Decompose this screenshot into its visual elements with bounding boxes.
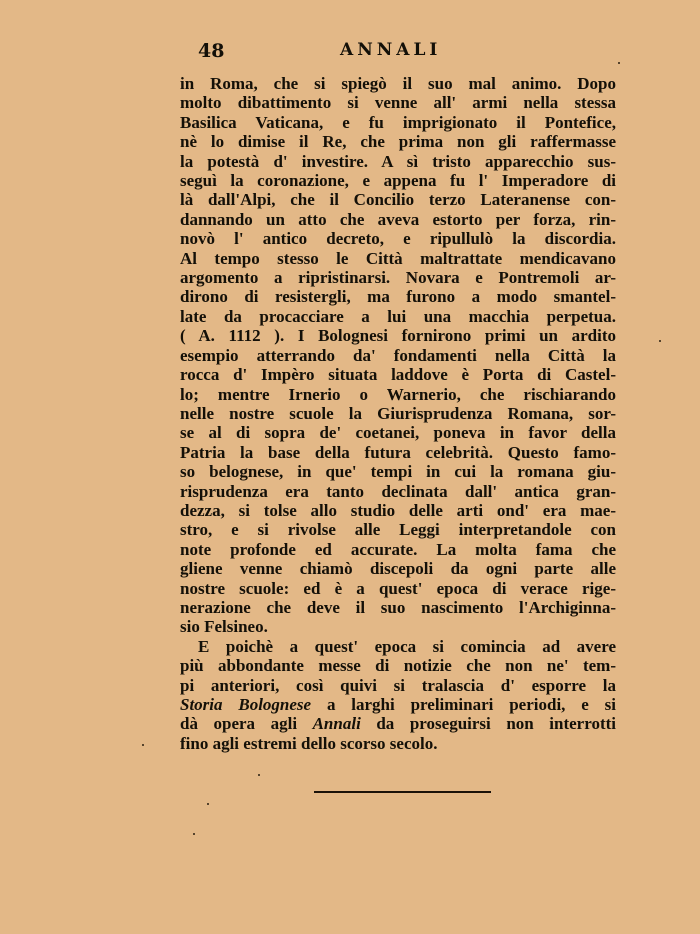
running-title: ANNALI	[340, 40, 442, 60]
text-line: dannando un atto che aveva estorto per forza, rin-	[180, 209, 616, 229]
ink-speck	[258, 774, 260, 776]
text-fragment: dà opera agli	[180, 714, 313, 734]
book-title-storia-bolognese: Storia Bolognese	[180, 695, 312, 714]
text-line: stro, e si rivolse alle Leggi interpretandole con	[180, 520, 616, 540]
ink-speck	[207, 803, 209, 805]
text-line: Al tempo stesso le Città maltrattate mendicavano	[180, 248, 616, 268]
text-line: rocca d' Impèro situata laddove è Porta di Castel-	[180, 365, 616, 385]
text-line: Patria la base della futura celebrità. Questo famo-	[180, 442, 616, 462]
text-line: gliene venne chiamò discepoli da ogni parte alle	[180, 559, 616, 579]
text-line: E poichè a quest' epoca si comincia ad avere	[198, 636, 616, 656]
text-line: nelle nostre scuole la Giurisprudenza Romana, sor-	[180, 403, 616, 423]
text-line	[180, 695, 616, 714]
text-line: esempio atterrando da' fondamenti nella Città la	[180, 345, 616, 365]
text-line: se al di sopra de' coetanei, poneva in favor della	[180, 423, 616, 443]
text-line: lo; mentre Irnerio o Warnerio, che rischiarando	[180, 384, 616, 404]
text-line: molto dibattimento si venne all' armi nella stessa	[180, 93, 616, 113]
text-line: novò l' antico decreto, e ripullulò la discordia.	[180, 229, 616, 249]
text-line: fino agli estremi dello scorso secolo.	[180, 733, 438, 753]
text-line: pi anteriori, così quivi si tralascia d' esporre la	[180, 675, 616, 695]
page-number: 48	[198, 40, 225, 62]
text-line: Basilica Vaticana, e fu imprigionato il Pontefice,	[180, 112, 616, 132]
text-line: nerazione che deve il suo nascimento l'Archiginna-	[180, 597, 616, 617]
text-line: dezza, si tolse allo studio delle arti ond' era mae-	[180, 500, 616, 520]
text-line: so belognese, in que' tempi in cui la romana giu-	[180, 462, 616, 482]
text-fragment: a larghi preliminari periodi, e si	[311, 695, 616, 714]
text-line: late da procacciare a lui una macchia perpetua.	[180, 306, 616, 326]
text-line: in Roma, che si spiegò il suo mal animo. Dopo	[180, 74, 616, 93]
text-fragment: da proseguirsi non interrotti	[360, 714, 616, 734]
paragraph-2	[180, 637, 616, 753]
text-line: sio Felsineo.	[180, 617, 268, 637]
book-title-annali: Annali	[312, 714, 361, 734]
text-line: più abbondante messe di notizie che non ne' tem-	[180, 656, 616, 676]
text-line: risprudenza era tanto declinata dall' antica gran-	[180, 481, 616, 501]
text-line: la potestà d' investire. A sì tristo apparecchio sus-	[180, 151, 616, 171]
paragraph-1	[180, 74, 616, 637]
text-line: nostre scuole: ed è a quest' epoca di verace rige-	[180, 578, 616, 598]
ink-speck	[659, 340, 661, 342]
text-line: ( A. 1112 ). I Bolognesi fornirono primi un ardito	[180, 326, 616, 346]
text-line: argomento a ripristinarsi. Novara e Pontremoli ar-	[180, 268, 616, 288]
text-line	[180, 714, 616, 733]
text-line: note profonde ed accurate. La molta fama che	[180, 539, 616, 559]
text-line: nè lo dimise il Re, che prima non gli raffermasse	[180, 132, 616, 152]
ink-speck	[618, 62, 620, 64]
ink-speck	[193, 833, 195, 835]
text-line: dirono di resistergli, ma furono a modo smantel-	[180, 287, 616, 307]
end-rule	[314, 791, 491, 793]
text-line: seguì la coronazione, e appena fu l' Imperadore di	[180, 171, 616, 191]
ink-speck	[142, 744, 144, 746]
text-line: là dall'Alpi, che il Concilio terzo Lateranense con-	[180, 190, 616, 210]
body-text	[180, 74, 616, 753]
